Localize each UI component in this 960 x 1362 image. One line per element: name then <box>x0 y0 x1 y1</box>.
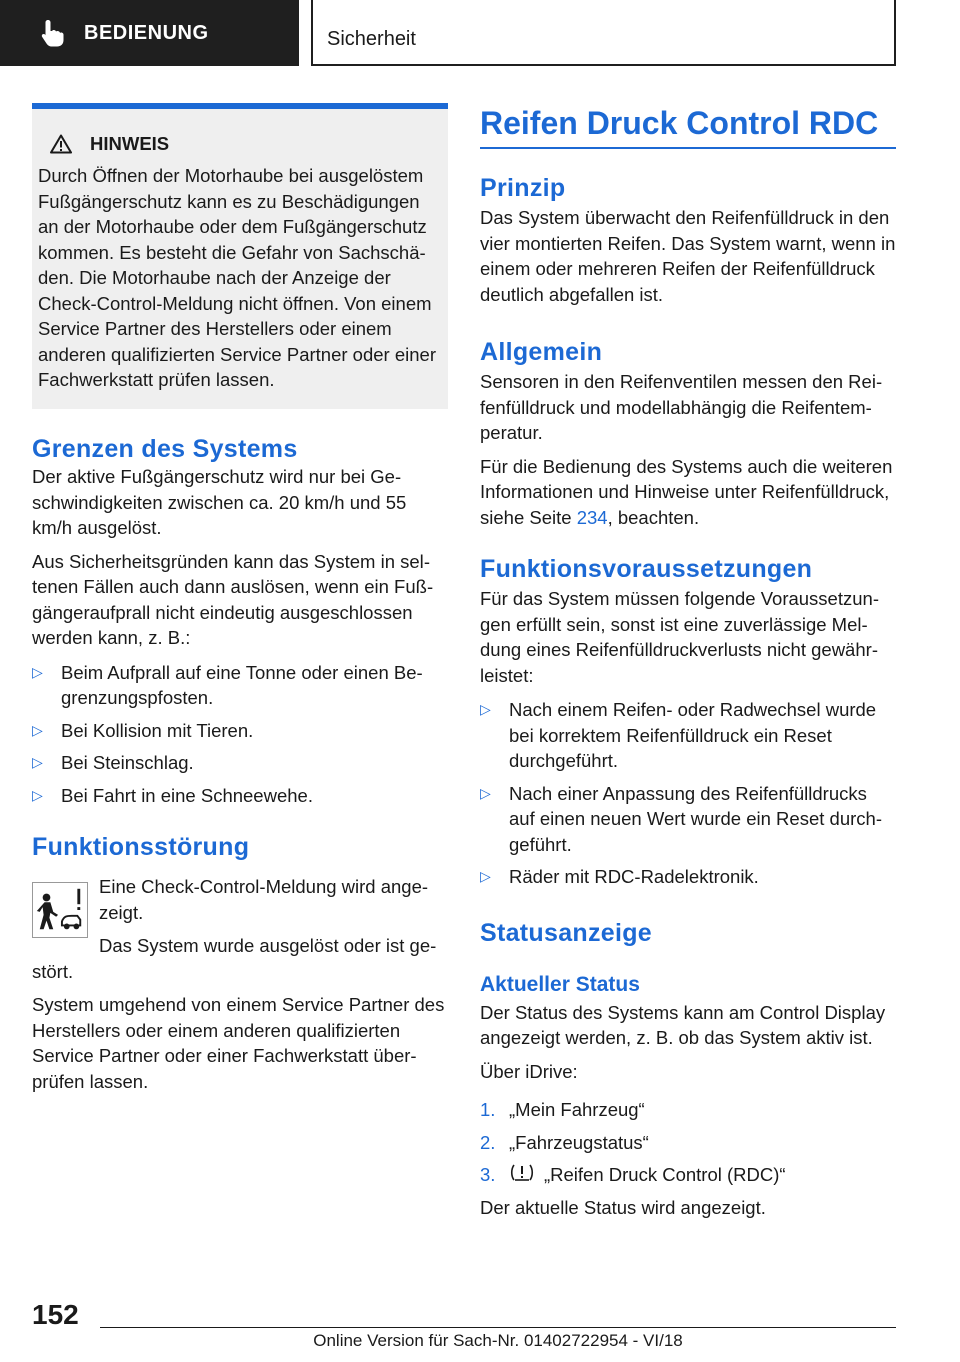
hand-pointer-icon <box>40 18 66 48</box>
triangle-bullet-icon: ▷ <box>32 721 43 738</box>
warning-note <box>32 103 448 409</box>
triangle-bullet-icon: ▷ <box>480 701 491 717</box>
warning-triangle-icon <box>50 134 72 154</box>
note-title: HINWEIS <box>90 133 170 154</box>
right-column <box>480 103 896 1220</box>
malfunction-paragraph-3: System umgehend von einem Service Partner des Herstellers oder einem anderen qualifizierten Service Partner oder einer Fachwerkstatt überprüfen lassen. <box>32 994 445 1092</box>
chapter-header <box>311 0 896 66</box>
limits-paragraph-2: Aus Sicherheitsgründen kann das System in seltenen Fällen auch dann auslösen, wenn ein Fußgängeraufprall nicht eindeutig ausgeschlossen werden kann, z. B.: <box>32 550 434 648</box>
principle-text: Das System überwacht den Reifenfülldruck in den vier montierten Reifen. Das System warnt, wenn in einem oder mehreren Reifen der Reifenfülldruck deutlich abgefallen ist. <box>480 207 896 305</box>
note-text: Durch Öffnen der Motorhaube bei ausgelöstem Fußgängerschutz kann es zu Beschädigungen an der Motorhaube oder dem Fußgängerschutz kommen. Es besteht die Gefahr von Sachschäden. Die Motorhaube nach der Anzeige der Check-Control-Meldung nicht öffnen. Von einem Service Partner des Herstellers oder einem anderen qualifizierten Service Partner oder einer Fachwerkstatt prüfen lassen. <box>38 165 436 390</box>
current-status-text: Der Status des Systems kann am Control Display angezeigt werden, z. B. ob das System aktiv ist. <box>480 1001 886 1048</box>
result-text: Der aktuelle Status wird angezeigt. <box>480 1196 766 1218</box>
page-number: 152 <box>32 1299 79 1330</box>
requirements-list <box>480 697 896 890</box>
triangle-bullet-icon: ▷ <box>480 868 491 884</box>
requirements-text: Für das System müssen folgende Voraussetzungen erfüllt sein, sonst ist eine zuverlässige Meldung eines Reifenfülldruckverlusts nicht gewährleistet: <box>480 588 879 686</box>
step-item: 3. „Reifen Druck Control (RDC)“ <box>480 1164 786 1185</box>
idrive-steps <box>480 1097 896 1188</box>
list-item: ▷ Beim Aufprall auf eine Tonne oder einen Begrenzungspfosten. <box>32 661 423 708</box>
limits-paragraph-1: Der aktive Fußgängerschutz wird nur bei Geschwindigkeiten zwischen ca. 20 km/h und 55 km/h ausgelöst. <box>32 466 407 538</box>
current-status-heading: Aktueller Status <box>480 972 640 996</box>
list-item: ▷ Bei Fahrt in eine Schneewehe. <box>32 783 448 809</box>
section-label: BEDIENUNG <box>84 21 209 44</box>
requirements-heading: Funktionsvoraussetzungen <box>480 555 813 583</box>
list-item: ▷ Bei Kollision mit Tieren. <box>32 718 448 744</box>
triangle-bullet-icon: ▷ <box>32 754 43 770</box>
malfunction-section <box>32 832 448 1094</box>
list-item: ▷ Räder mit RDC-Radelektronik. <box>480 864 896 890</box>
general-paragraph-2: Für die Bedienung des Systems auch die weiteren Informationen und Hinweise unter Reifenfülldruck, siehe Seite 234, beachten. <box>480 455 893 528</box>
left-column <box>32 434 448 815</box>
footer-version: Online Version für Sach-Nr. 01402722954 - VI/18 <box>313 1331 683 1350</box>
list-item: ▷ Nach einem Reifen- oder Radwechsel wurde bei korrektem Reifenfülldruck ein Reset durchgeführt. <box>480 699 877 771</box>
title-rule <box>480 147 896 149</box>
section-tab[interactable] <box>0 0 299 66</box>
principle-heading: Prinzip <box>480 174 566 202</box>
step-item: 1. „Mein Fahrzeug“ <box>480 1099 645 1120</box>
triangle-bullet-icon: ▷ <box>480 784 491 801</box>
chapter-label: Sicherheit <box>327 28 416 50</box>
limits-list <box>32 660 448 809</box>
list-item: ▷ Bei Steinschlag. <box>32 750 448 776</box>
general-paragraph-1: Sensoren in den Reifenventilen messen den Reifenfülldruck und modellabhängig die Reifentemperatur. <box>480 371 883 443</box>
pedestrian-warning-icon <box>32 882 88 938</box>
idrive-text: Über iDrive: <box>480 1060 578 1082</box>
footer-rule <box>100 1327 896 1328</box>
tire-pressure-warning-icon <box>509 1162 535 1184</box>
general-heading: Allgemein <box>480 338 603 366</box>
triangle-bullet-icon: ▷ <box>32 786 43 803</box>
step-item: 2. „Fahrzeugstatus“ <box>480 1131 649 1153</box>
status-heading: Statusanzeige <box>480 918 653 947</box>
triangle-bullet-icon: ▷ <box>32 663 43 680</box>
malfunction-paragraph-2: Das System wurde ausgelöst oder ist gestört. <box>32 935 437 982</box>
rdc-title: Reifen Druck Control RDC <box>480 105 879 141</box>
malfunction-paragraph-1: Eine Check-Control-Meldung wird angezeigt. <box>99 876 429 923</box>
malfunction-heading: Funktionsstörung <box>32 833 250 861</box>
page-link[interactable]: 234 <box>576 506 608 528</box>
list-item: ▷ Nach einer Anpassung des Reifenfülldrucks auf einen neuen Wert wurde ein Reset durchgeführt. <box>480 782 882 855</box>
limits-heading: Grenzen des Systems <box>32 435 298 463</box>
